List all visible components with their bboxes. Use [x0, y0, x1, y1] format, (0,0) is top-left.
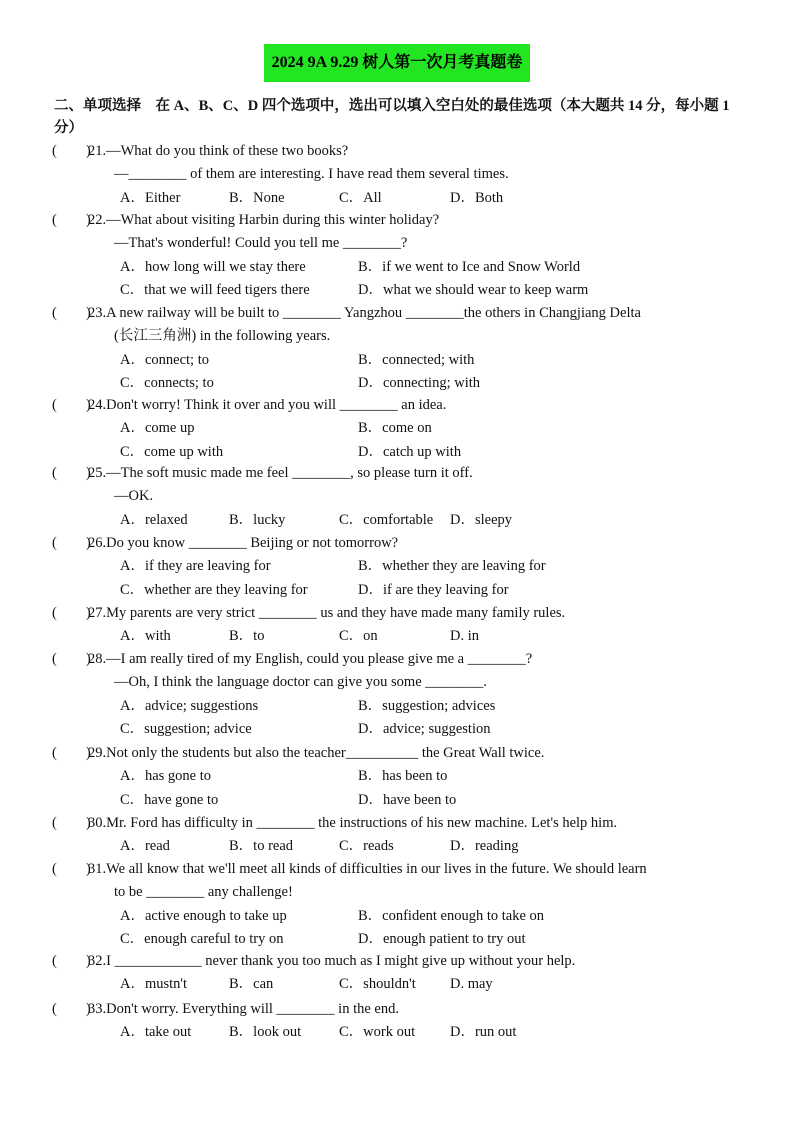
question-text: 33.Don't worry. Everything will ________ in the end. — [88, 1001, 399, 1017]
answer-blank: ( ) — [52, 745, 91, 761]
answer-blank: ( ) — [52, 397, 91, 413]
option-d: D．advice; suggestion — [358, 720, 491, 737]
option-b: B．if we went to Ice and Snow World — [358, 258, 581, 275]
answer-blank: ( ) — [52, 305, 91, 321]
option-d: D．what we should wear to keep warm — [358, 281, 589, 298]
question-23 — [52, 302, 752, 395]
option-a: A．if they are leaving for — [120, 558, 271, 575]
question-33 — [52, 998, 752, 1045]
option-d: D．run out — [450, 1024, 517, 1041]
option-d: D．have been to — [358, 791, 457, 808]
option-d: D．if are they leaving for — [358, 581, 509, 598]
question-text: 27.My parents are very strict ________ us and they have made many family rules. — [88, 605, 566, 621]
answer-blank: ( ) — [52, 1001, 91, 1017]
option-d: D．catch up with — [358, 443, 462, 460]
answer-blank: ( ) — [52, 605, 91, 621]
question-text: 23.A new railway will be built to ________ Yangzhou ________the others in Changjiang Delta — [88, 305, 641, 321]
option-c: C．work out — [339, 1024, 416, 1041]
question-21 — [52, 140, 752, 210]
option-b: B．confident enough to take on — [358, 907, 545, 924]
question-28 — [52, 648, 752, 741]
option-d: D．reading — [450, 838, 519, 855]
option-c: C．come up with — [120, 443, 224, 460]
option-b: B．to — [229, 628, 265, 645]
question-text-continued: —That's wonderful! Could you tell me ________? — [114, 235, 408, 252]
question-text-continued: —Oh, I think the language doctor can give you some ________. — [114, 674, 487, 691]
exam-title: 2024 9A 9.29 树人第一次月考真题卷 — [264, 44, 531, 82]
option-b: B．can — [229, 976, 274, 993]
question-31 — [52, 858, 752, 951]
question-text-continued: —OK. — [114, 488, 154, 505]
question-30 — [52, 812, 752, 859]
answer-blank: ( ) — [52, 861, 91, 877]
option-a: A．relaxed — [120, 511, 188, 528]
option-d: D．Both — [450, 189, 504, 206]
answer-blank: ( ) — [52, 815, 91, 831]
option-a: A．has gone to — [120, 768, 212, 785]
option-c: C．All — [339, 189, 382, 206]
question-32 — [52, 950, 752, 997]
option-b: B．None — [229, 189, 285, 206]
option-c: C．reads — [339, 838, 394, 855]
question-text: 28.—I am really tired of my English, could you please give me a ________? — [88, 651, 533, 667]
option-b: B．come on — [358, 420, 432, 437]
option-b: B．look out — [229, 1024, 302, 1041]
question-24 — [52, 394, 752, 464]
question-26 — [52, 532, 752, 602]
question-text: 22.—What about visiting Harbin during this winter holiday? — [88, 212, 440, 228]
question-22 — [52, 209, 752, 302]
question-27 — [52, 602, 752, 649]
question-29 — [52, 742, 752, 812]
option-b: B．has been to — [358, 768, 448, 785]
option-c: C．connects; to — [120, 374, 214, 391]
option-d: D．enough patient to try out — [358, 930, 526, 947]
option-b: B．connected; with — [358, 351, 475, 368]
option-b: B．lucky — [229, 511, 286, 528]
question-text: 32.I ____________ never thank you too much as I might give up without your help. — [88, 953, 576, 969]
option-d: D. in — [450, 628, 479, 645]
question-text: 31.We all know that we'll meet all kinds of difficulties in our lives in the future. We should learn — [88, 861, 647, 877]
option-a: A．Either — [120, 189, 181, 206]
option-a: A．mustn't — [120, 976, 188, 993]
question-25 — [52, 462, 752, 532]
option-b: B．suggestion; advices — [358, 697, 496, 714]
question-text: 21.—What do you think of these two books? — [88, 143, 349, 159]
option-d: D. may — [450, 976, 493, 993]
option-c: C．enough careful to try on — [120, 930, 284, 947]
option-a: A．active enough to take up — [120, 907, 287, 924]
option-c: C．suggestion; advice — [120, 720, 252, 737]
answer-blank: ( ) — [52, 465, 91, 481]
answer-blank: ( ) — [52, 651, 91, 667]
answer-blank: ( ) — [52, 143, 91, 159]
question-text: 29.Not only the students but also the teacher__________ the Great Wall twice. — [88, 745, 545, 761]
question-text: 30.Mr. Ford has difficulty in ________ the instructions of his new machine. Let's help him. — [88, 815, 618, 831]
option-a: A．take out — [120, 1024, 192, 1041]
option-a: A．advice; suggestions — [120, 697, 259, 714]
question-text-continued: to be ________ any challenge! — [114, 884, 293, 901]
question-text-continued: —________ of them are interesting. I have read them several times. — [114, 166, 509, 183]
option-c: C．on — [339, 628, 378, 645]
option-c: C．whether are they leaving for — [120, 581, 308, 598]
option-c: C．comfortable — [339, 511, 434, 528]
option-b: B．to read — [229, 838, 294, 855]
option-a: A．connect; to — [120, 351, 209, 368]
question-text: 25.—The soft music made me feel ________, so please turn it off. — [88, 465, 473, 481]
option-c: C．that we will feed tigers there — [120, 281, 310, 298]
option-a: A．read — [120, 838, 170, 855]
answer-blank: ( ) — [52, 535, 91, 551]
option-d: D．connecting; with — [358, 374, 481, 391]
question-text-continued: (长江三角洲) in the following years. — [114, 328, 331, 345]
option-a: A．with — [120, 628, 171, 645]
option-b: B．whether they are leaving for — [358, 558, 546, 575]
option-a: A．how long will we stay there — [120, 258, 306, 275]
question-text: 24.Don't worry! Think it over and you will ________ an idea. — [88, 397, 447, 413]
option-c: C．have gone to — [120, 791, 219, 808]
option-a: A．come up — [120, 420, 195, 437]
section-heading: 二、单项选择 在 A、B、C、D 四个选项中，选出可以填入空白处的最佳选项（本大题共 14 分，每小题 1 分） — [54, 98, 730, 136]
question-text: 26.Do you know ________ Beijing or not tomorrow? — [88, 535, 399, 551]
option-c: C．shouldn't — [339, 976, 416, 993]
answer-blank: ( ) — [52, 953, 91, 969]
answer-blank: ( ) — [52, 212, 91, 228]
option-d: D．sleepy — [450, 511, 513, 528]
